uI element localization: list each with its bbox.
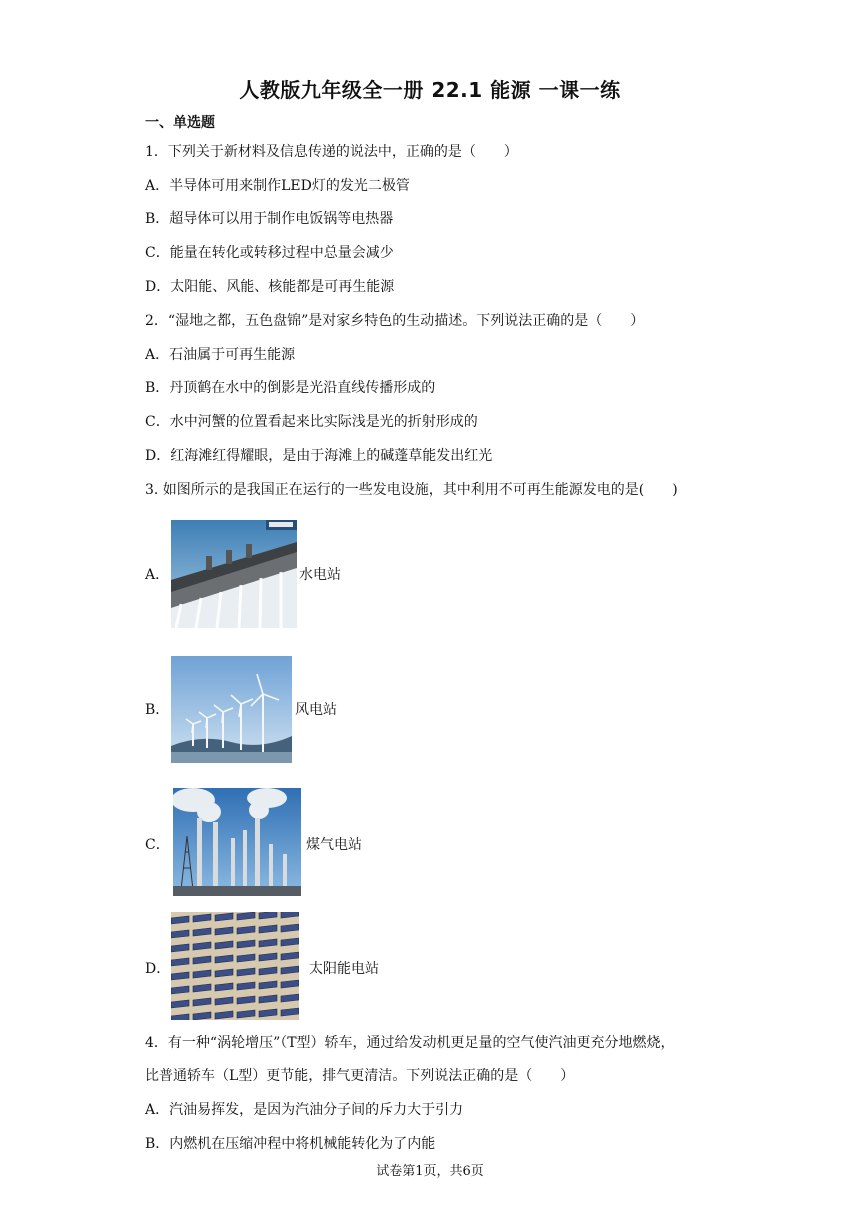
- question-1-stem: 1．下列关于新材料及信息传递的说法中，正确的是（ ）: [145, 144, 518, 160]
- page-title: 人教版九年级全一册 22.1 能源 一课一练: [239, 78, 621, 102]
- question-2-option-b: B．丹顶鹤在水中的倒影是光沿直线传播形成的: [145, 380, 436, 396]
- question-3-option-b-letter: B．: [145, 702, 170, 718]
- question-4-option-a: A．汽油易挥发，是因为汽油分子间的斥力大于引力: [145, 1102, 464, 1118]
- question-4-option-b: B．内燃机在压缩冲程中将机械能转化为了内能: [145, 1136, 436, 1152]
- question-2-option-a: A．石油属于可再生能源: [145, 347, 296, 363]
- question-3-option-d-caption: 太阳能电站: [309, 961, 379, 977]
- question-3-stem: 3. 如图所示的是我国正在运行的一些发电设施，其中利用不可再生能源发电的是( ): [145, 482, 678, 498]
- question-3-option-a-letter: A．: [145, 567, 170, 583]
- page-footer: 试卷第1页，共6页: [376, 1164, 484, 1179]
- hydro-dam-photo: [171, 520, 297, 628]
- question-3-option-c-letter: C．: [145, 837, 170, 853]
- section-heading: 一、单选题: [145, 115, 215, 131]
- question-3-option-a-caption: 水电站: [299, 567, 341, 583]
- question-3-option-c-caption: 煤气电站: [306, 837, 362, 853]
- question-1-option-c: C．能量在转化或转移过程中总量会减少: [145, 245, 394, 261]
- question-3-option-b-caption: 风电站: [295, 702, 337, 718]
- question-1-option-b: B．超导体可以用于制作电饭锅等电热器: [145, 211, 394, 227]
- question-2-option-c: C．水中河蟹的位置看起来比实际浅是光的折射形成的: [145, 414, 478, 430]
- solar-panels-photo: [171, 912, 299, 1020]
- question-2-option-d: D．红海滩红得耀眼，是由于海滩上的碱蓬草能发出红光: [145, 448, 493, 464]
- question-4-stem-line-2: 比普通轿车（L型）更节能，排气更清洁。下列说法正确的是（ ）: [145, 1068, 575, 1084]
- smokestacks-photo: [173, 788, 301, 896]
- wind-turbines-photo: [171, 656, 292, 763]
- question-3-option-d-letter: D．: [145, 961, 171, 977]
- question-1-option-a: A．半导体可用来制作LED灯的发光二极管: [145, 178, 410, 194]
- question-4-stem-line-1: 4．有一种“涡轮增压”（T型）轿车，通过给发动机更足量的空气使汽油更充分地燃烧，: [145, 1035, 675, 1051]
- question-1-option-d: D．太阳能、风能、核能都是可再生能源: [145, 279, 395, 295]
- question-2-stem: 2．“湿地之都，五色盘锦”是对家乡特色的生动描述。下列说法正确的是（ ）: [145, 313, 645, 329]
